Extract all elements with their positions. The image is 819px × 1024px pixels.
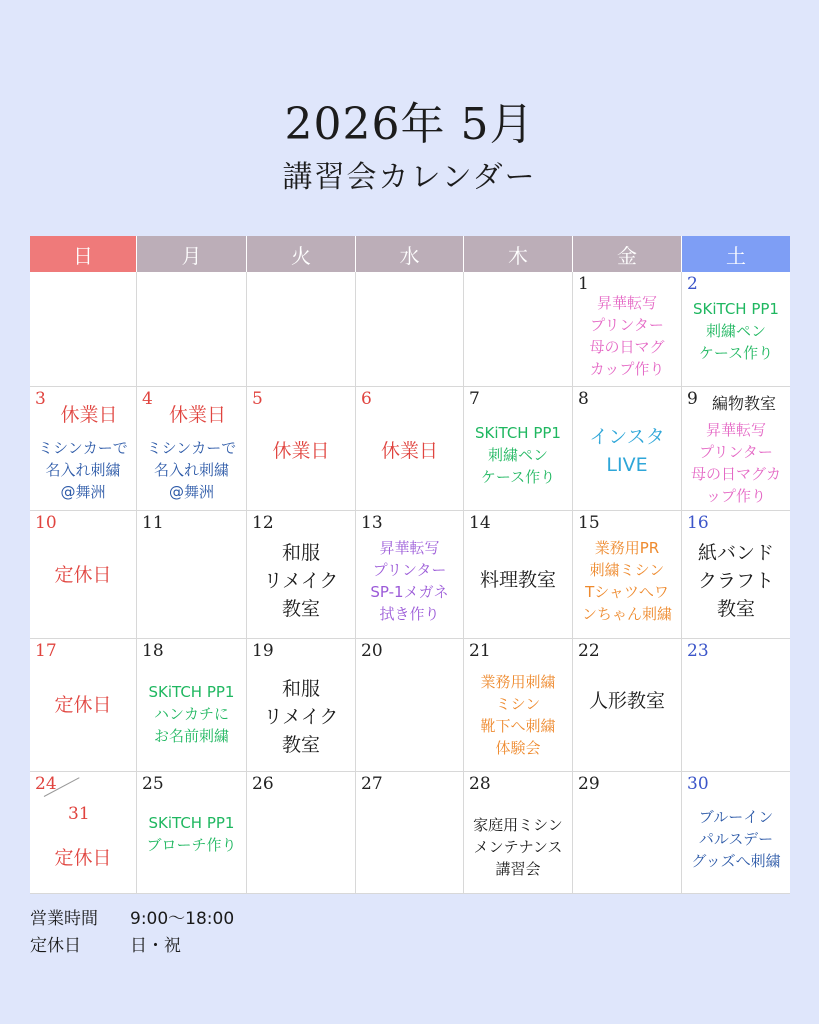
calendar-cell-day-10 (30, 511, 137, 639)
day-event: 家庭用ミシン メンテナンス 講習会 (473, 816, 563, 878)
day-number: 18 (142, 641, 164, 661)
day-event: 昇華転写 プリンター 母の日マグ カップ作り (589, 294, 665, 378)
day-number: 23 (687, 641, 709, 661)
day-number: 24 (35, 774, 57, 794)
closed-days-row (30, 933, 234, 960)
day-number: 13 (361, 513, 383, 533)
day-event: 業務用PR 刺繍ミシン Tシャツへワ ンちゃん刺繍 (581, 539, 672, 623)
calendar-cell-day-30 (682, 772, 790, 894)
day-number: 26 (252, 774, 274, 794)
day-event-closed: 定休日 (54, 847, 112, 869)
day-event: インスタ LIVE (589, 426, 665, 476)
day-number: 16 (687, 513, 709, 533)
day-number: 5 (252, 389, 263, 409)
day-number: 8 (578, 389, 589, 409)
business-hours-value: 9:00〜18:00 (130, 909, 235, 929)
calendar-cell-day-11 (137, 511, 247, 639)
day-event: 業務用刺繍 ミシン 靴下へ刺繍 体験会 (480, 673, 556, 757)
calendar-cell-day-5 (247, 387, 356, 511)
day-number: 10 (35, 513, 57, 533)
calendar-cell-day-21 (464, 639, 573, 772)
calendar-cell-day-26 (247, 772, 356, 894)
calendar-cell-day-14 (464, 511, 573, 639)
closed-days-label: 定休日 (30, 936, 81, 956)
day-number: 2 (687, 274, 698, 294)
day-event: ミシンカーで 名入れ刺繍 @舞洲 (38, 439, 128, 501)
day-event: SKiTCH PP1 刺繍ペン ケース作り (475, 424, 561, 486)
day-event: 和服 リメイク 教室 (263, 678, 339, 756)
day-number: 6 (361, 389, 372, 409)
calendar-cell-day-17 (30, 639, 137, 772)
weekday-header-fri: 金 (573, 236, 682, 272)
calendar-cell-day-15 (573, 511, 682, 639)
day-number: 25 (142, 774, 164, 794)
calendar-cell-day-13 (356, 511, 464, 639)
calendar-cell-day-28 (464, 772, 573, 894)
day-number: 22 (578, 641, 600, 661)
day-number: 9 (687, 389, 698, 409)
calendar-cell-day-29 (573, 772, 682, 894)
calendar-cell-day-6 (356, 387, 464, 511)
calendar-cell-empty (30, 272, 137, 387)
page-subtitle: 講習会カレンダー (282, 160, 537, 195)
calendar-cell-day-2 (682, 272, 790, 387)
day-event: 人形教室 (588, 690, 665, 712)
day-number-alt: 31 (68, 804, 90, 824)
day-number: 29 (578, 774, 600, 794)
calendar-cell-day-23 (682, 639, 790, 772)
day-event: SKiTCH PP1 ハンカチに お名前刺繍 (148, 683, 235, 745)
day-event-closed: 定休日 (54, 694, 112, 716)
calendar-cell-empty (247, 272, 356, 387)
calendar-cell-day-8 (573, 387, 682, 511)
calendar-cell-day-24-31 (30, 772, 137, 894)
business-hours-row (30, 906, 234, 933)
calendar-cell-empty (356, 272, 464, 387)
day-event: ミシンカーで 名入れ刺繍 @舞洲 (146, 439, 237, 501)
calendar-cell-day-27 (356, 772, 464, 894)
day-number: 7 (469, 389, 480, 409)
calendar-cell-day-3 (30, 387, 137, 511)
weekday-header-tue: 火 (247, 236, 356, 272)
calendar-cell-day-19 (247, 639, 356, 772)
day-event-closed: 定休日 (54, 564, 112, 586)
day-event: ブルーイン パルスデー グッズへ刺繍 (691, 808, 781, 870)
weekday-header-wed: 水 (356, 236, 464, 272)
day-number: 3 (35, 389, 46, 409)
calendar-cell-day-1 (573, 272, 682, 387)
day-number: 4 (142, 389, 153, 409)
calendar-cell-day-7 (464, 387, 573, 511)
day-event-closed: 休業日 (272, 440, 330, 462)
business-info (30, 906, 234, 960)
weekday-header-sun: 日 (30, 236, 137, 272)
day-event-closed: 休業日 (168, 404, 226, 426)
day-number: 30 (687, 774, 709, 794)
day-event: 昇華転写 プリンター SP-1メガネ 拭き作り (370, 539, 449, 623)
day-number: 12 (252, 513, 274, 533)
day-event: SKiTCH PP1 刺繍ペン ケース作り (693, 300, 779, 362)
day-number: 19 (252, 641, 274, 661)
calendar-cell-day-12 (247, 511, 356, 639)
calendar-cell-day-22 (573, 639, 682, 772)
weekday-header-mon: 月 (137, 236, 247, 272)
day-event: 和服 リメイク 教室 (263, 542, 339, 620)
day-event-closed: 休業日 (60, 404, 118, 426)
day-number: 28 (469, 774, 491, 794)
calendar-cell-day-16 (682, 511, 790, 639)
calendar-cell-day-25 (137, 772, 247, 894)
day-event: 紙バンド クラフト 教室 (697, 542, 774, 620)
page-title: 2026年 5月 (284, 99, 535, 150)
calendar-cell-day-9 (682, 387, 790, 511)
day-event: SKiTCH PP1 ブローチ作り (146, 814, 237, 854)
weekday-header-thu: 木 (464, 236, 573, 272)
calendar-cell-empty (137, 272, 247, 387)
weekday-header-sat: 土 (682, 236, 790, 272)
day-event: 料理教室 (479, 569, 556, 591)
calendar-grid (30, 236, 790, 894)
calendar-cell-day-18 (137, 639, 247, 772)
calendar-cell-empty (464, 272, 573, 387)
day-number: 20 (361, 641, 383, 661)
day-event-closed: 休業日 (380, 440, 438, 462)
day-number: 1 (578, 274, 589, 294)
day-number: 21 (469, 641, 491, 661)
day-number: 11 (142, 513, 164, 533)
day-number: 14 (469, 513, 491, 533)
closed-days-value: 日・祝 (130, 936, 181, 956)
calendar-cell-day-20 (356, 639, 464, 772)
day-event: 編物教室 (711, 394, 776, 413)
day-event: 昇華転写 プリンター 母の日マグカ ップ作り (690, 421, 781, 505)
day-number: 27 (361, 774, 383, 794)
day-number: 17 (35, 641, 57, 661)
calendar-cell-day-4 (137, 387, 247, 511)
day-number: 15 (578, 513, 600, 533)
business-hours-label: 営業時間 (30, 909, 98, 929)
